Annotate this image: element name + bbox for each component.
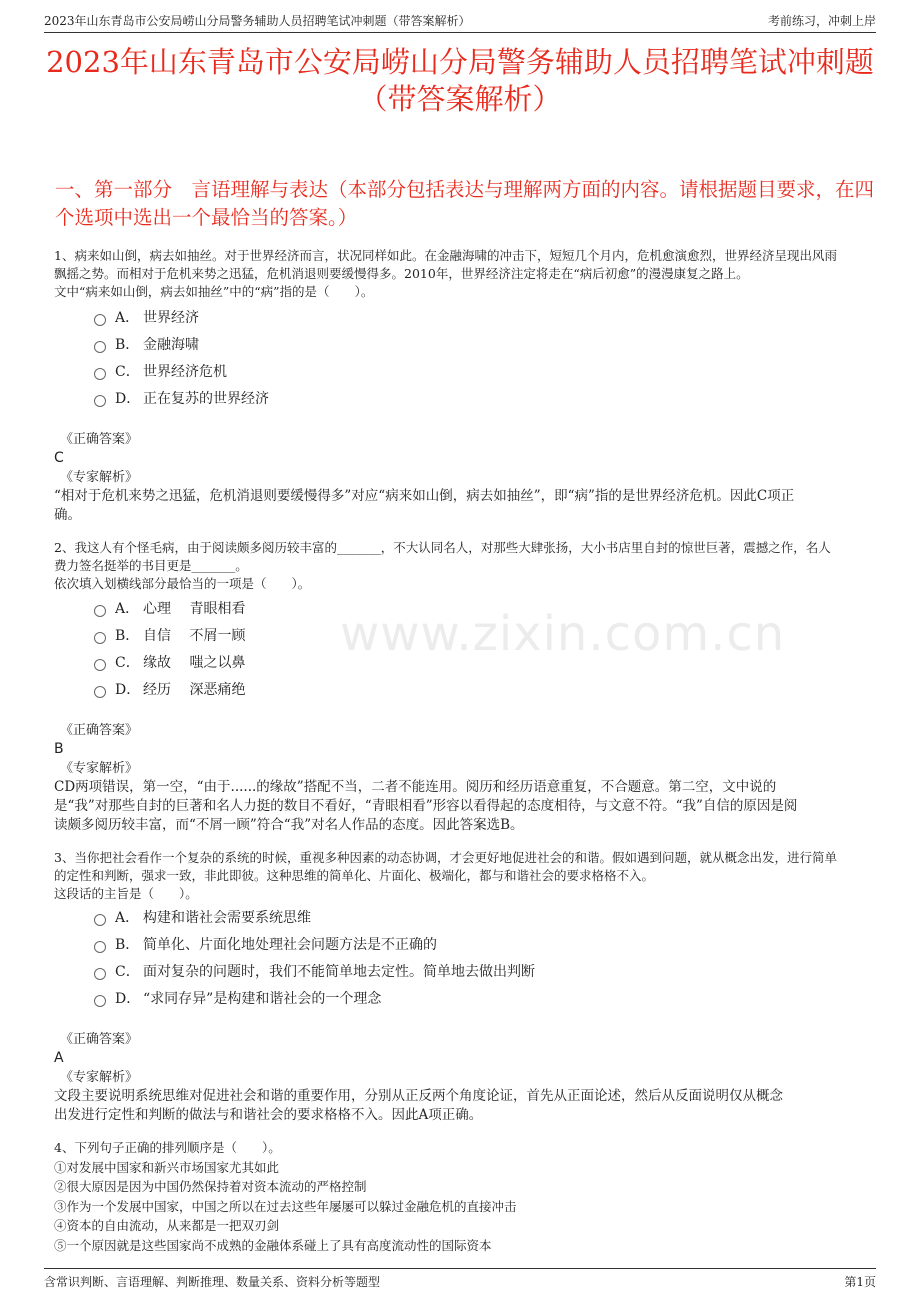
stem-line: 费力签名挺举的书目更是_______。	[54, 558, 248, 573]
analysis-label: 《专家解析》	[60, 470, 139, 485]
option-letter: A．	[115, 601, 140, 617]
question-3-option-a[interactable]	[94, 909, 311, 927]
analysis-line: 出发进行定性和判断的做法与和谐社会的要求格格不入。因此A项正确。	[54, 1107, 483, 1123]
stem-line: ④资本的自由流动，从来都是一把双刃剑	[54, 1218, 280, 1233]
question-1-stem	[54, 247, 880, 301]
analysis-line: 是“我”对那些自封的巨著和名人力挺的数目不看好，“青眼相看”形容以看得起的态度相待，与文意不符。“我”自信的原因是阅	[54, 798, 798, 814]
question-3-option-d[interactable]	[94, 990, 381, 1008]
question-1-analysis	[54, 487, 880, 525]
stem-line: ⑤一个原因就是这些国家尚不成熟的金融体系碰上了具有高度流动性的国际资本	[54, 1237, 492, 1253]
option-letter: D．	[115, 391, 141, 407]
option-letter: B．	[115, 937, 140, 953]
option-text: 金融海啸	[143, 337, 199, 353]
option-text: 世界经济	[143, 310, 199, 326]
radio-icon[interactable]	[94, 686, 106, 698]
stem-line: 文中“病来如山倒，病去如抽丝”中的“病”指的是（ ）。	[54, 284, 374, 299]
option-text: 面对复杂的问题时，我们不能简单地去定性。简单地去做出判断	[143, 964, 535, 980]
radio-icon[interactable]	[94, 914, 106, 926]
answer-label: 《正确答案》	[60, 1032, 139, 1047]
option-text: 缘故 嗤之以鼻	[143, 655, 246, 671]
stem-line: 2、我这人有个怪毛病，由于阅读颇多阅历较丰富的_______，不大认同名人，对那些大肆张扬，大小书店里自封的惊世巨著，震撼之作，名人	[54, 540, 831, 555]
option-text: 构建和谐社会需要系统思维	[143, 910, 311, 926]
footer-topics: 含常识判断、言语理解、判断推理、数量关系、资料分析等题型	[44, 1275, 381, 1289]
option-text: “求同存异”是构建和谐社会的一个理念	[143, 991, 382, 1007]
analysis-line: CD两项错误，第一空，“由于......的缘故”搭配不当，二者不能连用。阅历和经历语意重复，不合题意。第二空，文中说的	[54, 779, 777, 795]
analysis-label: 《专家解析》	[60, 761, 139, 776]
question-2-option-d[interactable]	[94, 681, 245, 699]
option-letter: B．	[115, 628, 140, 644]
page-footer	[44, 1268, 876, 1294]
radio-icon[interactable]	[94, 605, 106, 617]
page-title: 2023年山东青岛市公安局崂山分局警务辅助人员招聘笔试冲刺题（带答案解析）	[46, 45, 874, 116]
stem-line: 的定性和判断，强求一致，非此即彼。这种思维的简单化、片面化、极端化，都与和谐社会的要求格格不入。	[54, 868, 655, 883]
radio-icon[interactable]	[94, 941, 106, 953]
question-3-option-c[interactable]	[94, 963, 535, 981]
analysis-line: 读颇多阅历较丰富，而“不屑一顾”符合“我”对名人作品的态度。因此答案选B。	[54, 817, 524, 833]
option-text: 正在复苏的世界经济	[143, 391, 269, 407]
page-header	[44, 12, 876, 33]
option-letter: A．	[115, 910, 140, 926]
radio-icon[interactable]	[94, 395, 106, 407]
radio-icon[interactable]	[94, 341, 106, 353]
option-letter: D．	[115, 991, 141, 1007]
stem-line: 3、当你把社会看作一个复杂的系统的时候，重视多种因素的动态协调，才会更好地促进社会的和谐。假如遇到问题，就从概念出发，进行简单	[54, 850, 837, 865]
option-text: 心理 青眼相看	[143, 601, 246, 617]
header-slogan: 考前练习，冲刺上岸	[767, 14, 876, 28]
question-3-stem	[54, 849, 880, 903]
question-1-answer: C	[54, 450, 64, 466]
option-letter: A．	[115, 310, 140, 326]
option-text: 自信 不屑一顾	[143, 628, 246, 644]
stem-line: 这段话的主旨是（ ）。	[54, 886, 198, 901]
analysis-line: “相对于危机来势之迅猛，危机消退则要缓慢得多”对应“病来如山倒，病去如抽丝”，即“病”指的是世界经济危机。因此C项正	[54, 488, 795, 504]
question-2-analysis	[54, 778, 880, 835]
option-letter: B．	[115, 337, 140, 353]
question-2-option-a[interactable]	[94, 600, 245, 618]
radio-icon[interactable]	[94, 368, 106, 380]
analysis-line: 确。	[54, 507, 81, 523]
analysis-line: 文段主要说明系统思维对促进社会和谐的重要作用，分别从正反两个角度论证，首先从正面论述，然后从反面说明仅从概念	[54, 1088, 783, 1104]
question-4-stem	[54, 1138, 880, 1255]
option-letter: D．	[115, 682, 141, 698]
question-1-option-c[interactable]	[94, 363, 227, 381]
analysis-label: 《专家解析》	[60, 1070, 139, 1085]
radio-icon[interactable]	[94, 995, 106, 1007]
answer-label: 《正确答案》	[60, 432, 139, 447]
stem-line: ①对发展中国家和新兴市场国家尤其如此	[54, 1159, 280, 1175]
stem-line: 4、下列句子正确的排列顺序是（ ）。	[54, 1140, 281, 1155]
stem-line: 1、病来如山倒，病去如抽丝。对于世界经济而言，状况同样如此。在金融海啸的冲击下，短短几个月内，危机愈演愈烈，世界经济呈现出风雨	[54, 248, 837, 263]
watermark: www.zixin.com.cn	[340, 606, 786, 662]
header-doc-title: 2023年山东青岛市公安局崂山分局警务辅助人员招聘笔试冲刺题（带答案解析）	[44, 14, 471, 28]
question-1-option-d[interactable]	[94, 390, 269, 408]
option-letter: C．	[115, 964, 140, 980]
question-2-answer: B	[54, 741, 64, 757]
question-3-option-b[interactable]	[94, 936, 437, 954]
section-heading: 一、第一部分 言语理解与表达（本部分包括表达与理解两方面的内容。请根据题目要求，在四个选项中选出一个最恰当的答案。）	[55, 178, 875, 229]
stem-line: ②很大原因是因为中国仍然保持着对资本流动的严格控制	[54, 1179, 367, 1194]
option-letter: C．	[115, 364, 140, 380]
radio-icon[interactable]	[94, 968, 106, 980]
question-1-option-a[interactable]	[94, 309, 199, 327]
radio-icon[interactable]	[94, 632, 106, 644]
stem-line: 依次填入划横线部分最恰当的一项是（ ）。	[54, 576, 311, 591]
question-2-stem	[54, 539, 880, 593]
answer-label: 《正确答案》	[60, 723, 139, 738]
question-2-option-c[interactable]	[94, 654, 245, 672]
stem-line: ③作为一个发展中国家，中国之所以在过去这些年屡屡可以躲过金融危机的直接冲击	[54, 1198, 517, 1214]
option-text: 简单化、片面化地处理社会问题方法是不正确的	[143, 937, 437, 953]
option-text: 世界经济危机	[143, 364, 227, 380]
question-3-analysis	[54, 1087, 880, 1125]
option-letter: C．	[115, 655, 140, 671]
option-text: 经历 深恶痛绝	[143, 682, 246, 698]
page-number: 第1页	[844, 1275, 876, 1289]
radio-icon[interactable]	[94, 659, 106, 671]
question-1-option-b[interactable]	[94, 336, 199, 354]
question-3-answer: A	[54, 1050, 64, 1066]
radio-icon[interactable]	[94, 314, 106, 326]
question-2-option-b[interactable]	[94, 627, 245, 645]
stem-line: 飘摇之势。而相对于危机来势之迅猛，危机消退则要缓慢得多。2010年，世界经济注定将走在“病后初愈”的漫漫康复之路上。	[54, 266, 749, 281]
